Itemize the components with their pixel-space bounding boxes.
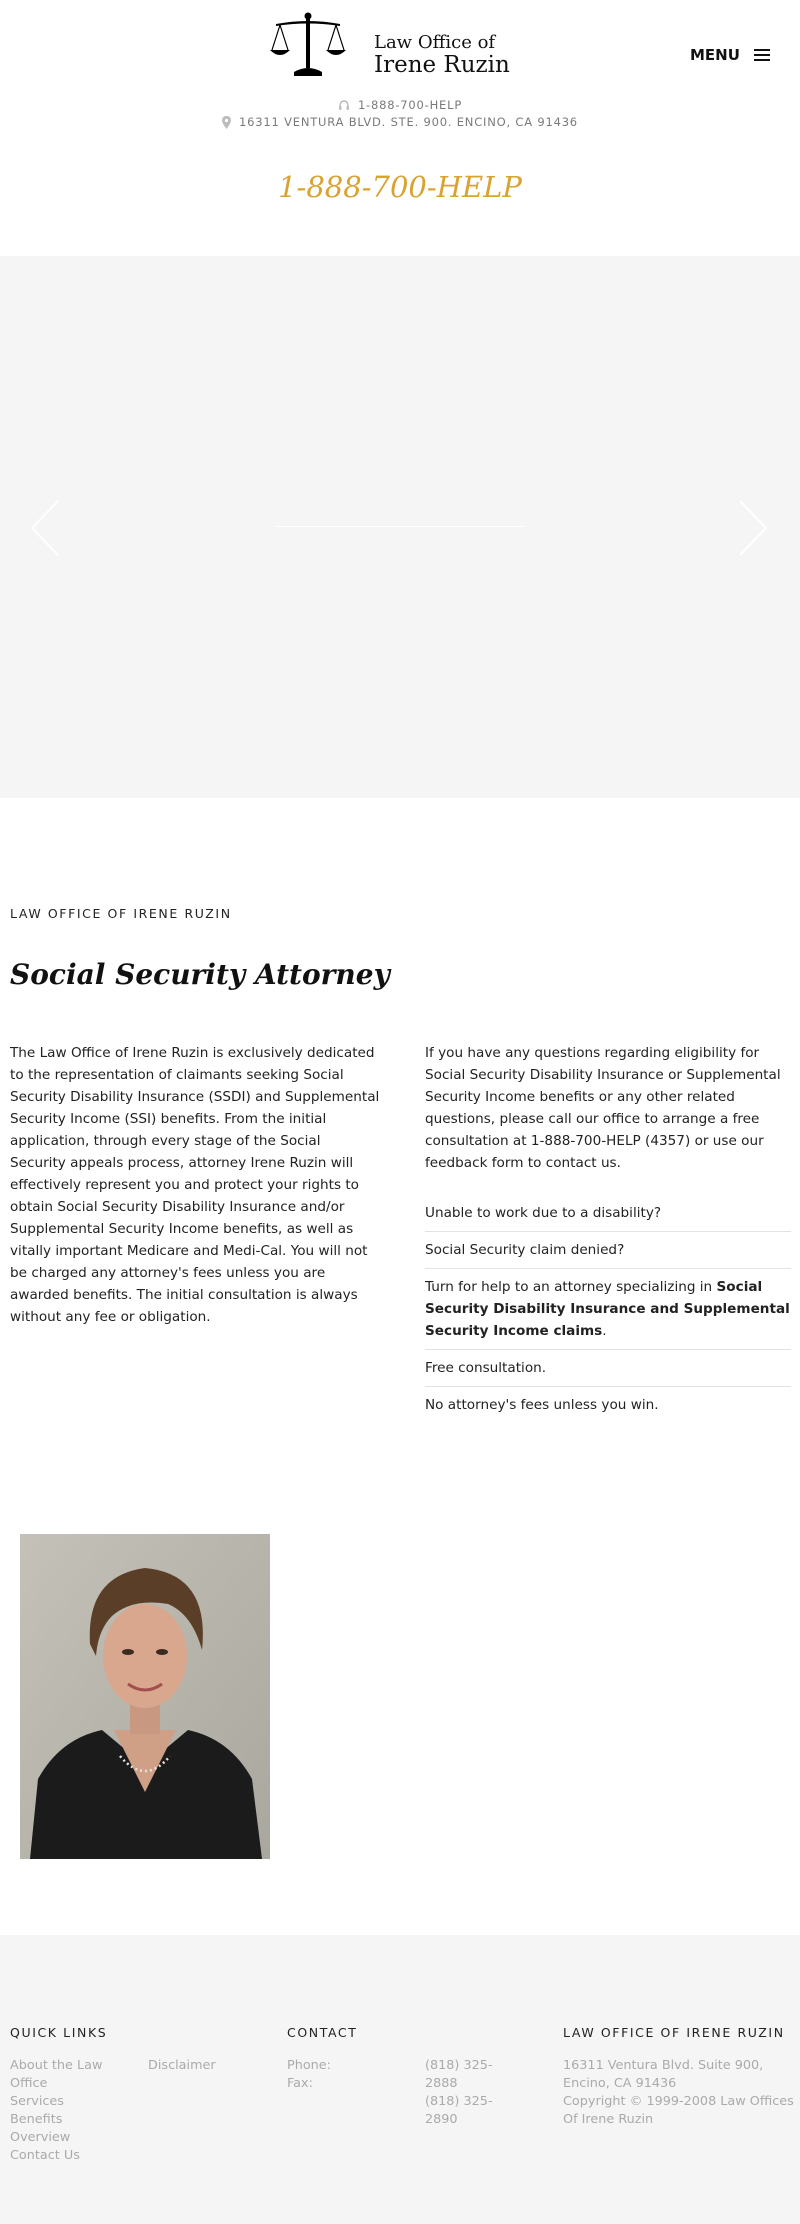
contact-column (425, 1042, 791, 1423)
header-phone-text: 1-888-700-HELP (357, 98, 463, 112)
footer-fax-label: Fax: (287, 2076, 313, 2091)
header-address-text: 16311 VENTURA BLVD. STE. 900. ENCINO, CA 91436 (239, 115, 578, 129)
chevron-right-icon[interactable] (738, 500, 768, 556)
hamburger-icon (754, 49, 770, 61)
footer-office-address: 16311 Ventura Blvd. Suite 900, Encino, CA 91436 (563, 2058, 764, 2091)
footer-quick-links-heading: QUICK LINKS (10, 2025, 108, 2040)
big-phone-number[interactable]: 1-888-700-HELP (278, 170, 522, 204)
hero-slider (0, 256, 800, 798)
attorney-portrait (20, 1534, 270, 1859)
footer-phone-label: Phone: (287, 2058, 331, 2073)
intro-paragraph: The Law Office of Irene Ruzin is exclusively dedicated to the representation of claimants seeking Social Security Disability Insurance (SSDI) and Supplemental Security Income (SSI) benefits. From the initial application, through every stage of the Social Security appeals process, attorney Irene Ruzin will effectively represent you and protect your rights to obtain Social Security Disability Insurance and/or Supplemental Security Income benefits, as well as vitally important Medicare and Medi-Cal. You will not be charged any attorney's fees unless you are awarded benefits. The initial consultation is always without any fee or obligation. (10, 1045, 380, 1325)
list-item: Free consultation. (425, 1350, 791, 1387)
footer-link-benefits[interactable]: Benefits Overview (10, 2112, 71, 2145)
footer-link-about[interactable]: About the Law Office (10, 2058, 103, 2091)
footer-link-services[interactable]: Services (10, 2094, 64, 2109)
menu-button[interactable] (690, 46, 770, 64)
list-item-suffix: . (602, 1323, 607, 1339)
footer-copyright: Copyright © 1999-2008 Law Offices Of Irene Ruzin (563, 2094, 794, 2127)
portrait-image (20, 1534, 270, 1859)
menu-label: MENU (690, 46, 740, 64)
footer-link-contact[interactable]: Contact Us (10, 2148, 80, 2163)
footer-contact-heading: CONTACT (287, 2025, 358, 2040)
list-item: Social Security claim denied? (425, 1232, 791, 1269)
list-item (425, 1269, 791, 1350)
footer-link-disclaimer[interactable]: Disclaimer (148, 2058, 216, 2073)
list-item: No attorney's fees unless you win. (425, 1397, 659, 1413)
questions-paragraph: If you have any questions regarding eligibility for Social Security Disability Insurance or Supplemental Security Income benefits or any other related questions, please call our office to arrange a free consultation at 1-888-700-HELP (4357) or use our feedback form to contact us. (425, 1045, 781, 1171)
logo-text-top: Law Office of (374, 32, 496, 53)
header-phone-link[interactable] (0, 98, 800, 112)
site-header (0, 0, 800, 256)
logo-text-name: Irene Ruzin (374, 52, 510, 78)
footer-fax-value: (818) 325-2890 (425, 2094, 493, 2127)
chevron-left-icon[interactable] (30, 500, 60, 556)
header-address-link[interactable] (0, 115, 800, 129)
headset-icon (338, 100, 350, 112)
site-logo[interactable] (270, 12, 540, 82)
list-item-text: Turn for help to an attorney specializing in (425, 1279, 717, 1295)
footer-phone-value[interactable]: (818) 325-2888 (425, 2058, 493, 2091)
scales-of-justice-icon (270, 12, 346, 78)
feature-list (425, 1195, 791, 1423)
slider-progress-bar (276, 526, 524, 527)
page-title: Social Security Attorney (10, 958, 390, 991)
section-eyebrow: LAW OFFICE OF IRENE RUZIN (10, 906, 232, 921)
footer-office-heading: LAW OFFICE OF IRENE RUZIN (563, 2025, 785, 2040)
site-footer (0, 1935, 800, 2224)
map-pin-icon (222, 116, 231, 129)
list-item: Unable to work due to a disability? (425, 1195, 791, 1232)
list-item-highlight: Social Security Disability Insurance and Supplemental Security Income claims (425, 1279, 790, 1339)
